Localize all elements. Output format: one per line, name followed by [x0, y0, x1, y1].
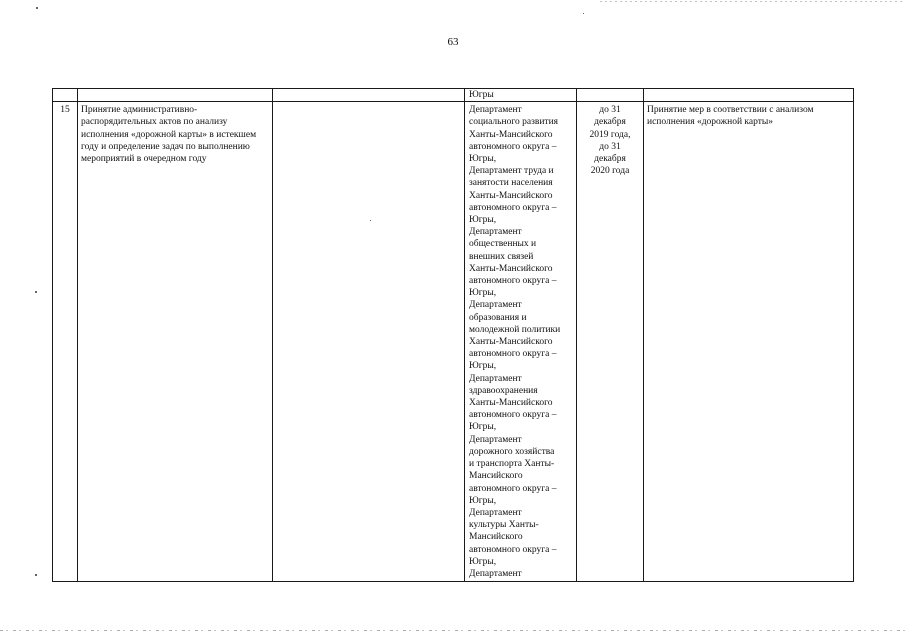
scan-artifact-bottom	[0, 630, 905, 631]
executor-line: Ханты-Мансийского	[469, 398, 553, 409]
cell-blank	[273, 89, 465, 102]
executor-line: автономного округа –	[469, 202, 557, 213]
executor-line: Департамент	[469, 507, 522, 518]
executor-line: Департамент	[469, 373, 522, 384]
expected-result: Принятие мер в соответствии с анализом исполнения «дорожной карты»	[644, 102, 854, 582]
executor-line: Департамент труда и	[469, 166, 554, 177]
cell-term	[577, 89, 644, 102]
scan-speck	[35, 574, 37, 576]
executor-line: молодежной политики	[469, 324, 561, 335]
executor-line: автономного округа –	[469, 483, 557, 494]
deadline-line: до 31	[599, 105, 621, 116]
cell-result	[644, 89, 854, 102]
scan-speck	[35, 291, 37, 293]
executor-line: Департамент	[469, 434, 522, 445]
row-number: 15	[53, 102, 78, 582]
executor-line: Ханты-Мансийского	[469, 129, 553, 140]
executor-line: Мансийского	[469, 532, 523, 543]
executors-list	[465, 102, 577, 582]
deadline-line: декабря	[594, 117, 626, 128]
cell-blank	[273, 102, 465, 582]
cell-executor: Югры	[465, 89, 577, 102]
deadline-line: 2019 года,	[589, 129, 631, 140]
executor-line: образования и	[469, 312, 527, 323]
roadmap-table	[52, 88, 854, 582]
executor-line: внешних связей	[469, 251, 534, 262]
scan-speck	[583, 13, 584, 14]
deadline-line: декабря	[594, 154, 626, 165]
executor-line: автономного округа –	[469, 544, 557, 555]
executor-line: автономного округа –	[469, 349, 557, 360]
executor-line: Ханты-Мансийского	[469, 263, 553, 274]
executor-line: Мансийского	[469, 471, 523, 482]
executor-line: автономного округа –	[469, 141, 557, 152]
executor-line: здравоохранения	[469, 385, 538, 396]
executor-line: Департамент	[469, 568, 522, 579]
executor-line: культуры Ханты-	[469, 520, 539, 531]
executor-line: Югры,	[469, 288, 497, 299]
executor-line: и транспорта Ханты-	[469, 459, 555, 470]
executor-line: Ханты-Мансийского	[469, 337, 553, 348]
executor-line: Югры,	[469, 154, 497, 165]
executor-line: Департамент	[469, 105, 522, 116]
executor-line: социального развития	[469, 117, 559, 128]
executor-line: Югры,	[469, 495, 497, 506]
scan-artifact-top	[600, 1, 905, 2]
table-row-continuation	[53, 89, 854, 102]
executor-line: Югры,	[469, 215, 497, 226]
executor-line: Югры,	[469, 422, 497, 433]
executor-line: Югры,	[469, 361, 497, 372]
cell-description	[78, 89, 273, 102]
cell-number	[53, 89, 78, 102]
page-number: 63	[447, 36, 459, 48]
deadline	[577, 102, 644, 582]
executor-line: общественных и	[469, 239, 537, 250]
deadline-line: 2020 года	[590, 166, 630, 177]
scan-speck	[36, 7, 38, 9]
executor-line: автономного округа –	[469, 276, 557, 287]
executor-line: занятости населения	[469, 178, 553, 189]
executor-line: Ханты-Мансийского	[469, 190, 553, 201]
deadline-line: до 31	[599, 141, 621, 152]
executor-line: дорожного хозяйства	[469, 446, 555, 457]
executor-line: Югры,	[469, 556, 497, 567]
executor-line: Департамент	[469, 227, 522, 238]
activity-description: Принятие административно-распорядительных актов по анализу исполнения «дорожной карты» в истекшем году и определение задач по выполнению мероприятий в очередном году	[78, 102, 273, 582]
executor-line: Департамент	[469, 300, 522, 311]
executor-line: автономного округа –	[469, 410, 557, 421]
table-row	[53, 102, 854, 582]
